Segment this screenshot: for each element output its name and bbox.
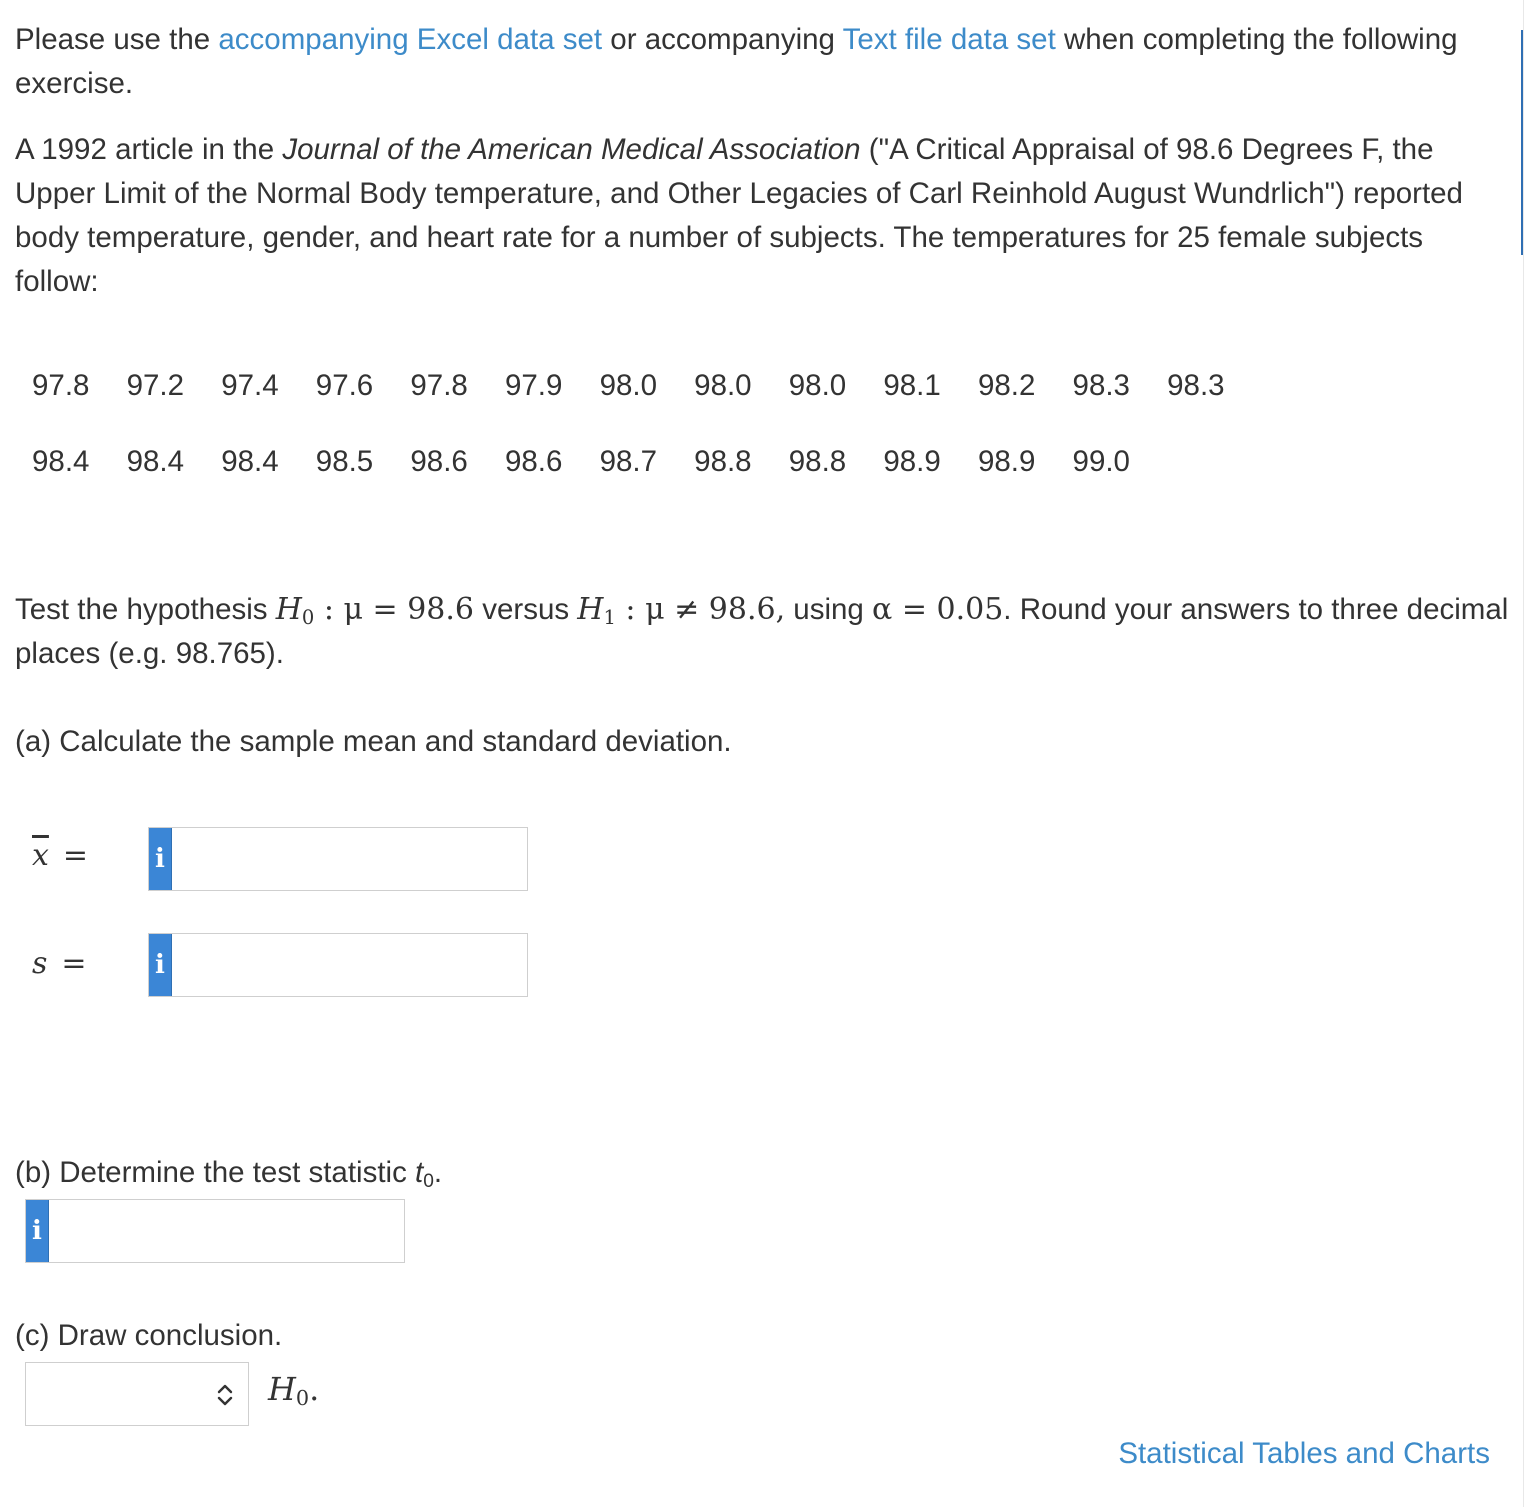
- temperature-value: 98.8: [694, 445, 752, 478]
- h0-rest: : μ = 98.6: [314, 592, 475, 627]
- conclusion-h0-label: [268, 1370, 320, 1411]
- temperature-value: 98.3: [1072, 369, 1130, 402]
- temperature-value: 97.2: [126, 369, 185, 402]
- hypothesis-suffix: . Round your answers to three decimal places (e.g. 98.765).: [15, 593, 1509, 670]
- text-file-data-link[interactable]: Text file data set: [842, 23, 1056, 56]
- intro-middle: or accompanying: [602, 23, 843, 56]
- temperature-value: 97.9: [504, 369, 563, 402]
- hypothesis-paragraph: [15, 588, 1510, 676]
- part-b-prefix: (b) Determine the test statistic: [15, 1156, 416, 1189]
- hypothesis-prefix: Test the hypothesis: [15, 593, 276, 626]
- temperature-value: 98.9: [977, 445, 1036, 478]
- part-a-heading: (a) Calculate the sample mean and standard deviation.: [15, 725, 732, 758]
- xbar-input[interactable]: [172, 828, 527, 890]
- conclusion-select[interactable]: [25, 1362, 249, 1426]
- temperature-value: 99.0: [1072, 445, 1130, 478]
- info-icon[interactable]: i: [149, 828, 172, 890]
- statistical-tables-link[interactable]: Statistical Tables and Charts: [1118, 1437, 1490, 1470]
- info-icon[interactable]: i: [26, 1200, 49, 1262]
- temperature-value: 97.6: [315, 369, 374, 402]
- xbar-label: [32, 838, 88, 873]
- temperature-row-2: [32, 442, 1167, 482]
- xbar-answer-group: [148, 827, 528, 891]
- xbar-equals: =: [62, 838, 89, 873]
- part-b-heading: [15, 1153, 442, 1193]
- panel-edge: [1523, 0, 1524, 1507]
- s-label: [32, 946, 87, 981]
- article-paragraph: [15, 128, 1510, 304]
- temperature-value: 98.0: [599, 369, 657, 402]
- h1-subscript: 1: [603, 605, 616, 629]
- temperature-row-1: [32, 366, 1262, 406]
- s-equals: =: [61, 946, 87, 981]
- intro-prefix: Please use the: [15, 23, 219, 56]
- temperature-value: 97.8: [32, 369, 90, 402]
- h1-letter: H: [577, 592, 604, 627]
- temperature-value: 98.4: [221, 445, 279, 478]
- h0-letter: H: [275, 592, 302, 627]
- journal-title: Journal of the American Medical Association: [282, 133, 861, 166]
- t0-answer-group: [25, 1199, 405, 1263]
- conclusion-h-subscript: 0: [295, 1386, 310, 1411]
- chevron-updown-icon: [214, 1378, 236, 1412]
- info-icon[interactable]: i: [149, 934, 172, 996]
- s-symbol: s: [32, 946, 48, 981]
- conclusion-h-letter: H: [268, 1370, 296, 1408]
- article-prefix: A 1992 article in the: [15, 133, 283, 166]
- temperature-value: 98.2: [977, 369, 1036, 402]
- temperature-value: 98.6: [410, 445, 468, 478]
- t-subscript: 0: [423, 1170, 434, 1192]
- h1-expression: [577, 592, 785, 627]
- temperature-value: 97.4: [221, 369, 279, 402]
- temperature-value: 98.0: [788, 369, 847, 402]
- t-letter: t: [415, 1156, 424, 1189]
- temperature-value: 98.3: [1167, 369, 1225, 402]
- versus-text: versus: [474, 593, 578, 626]
- temperature-value: 98.9: [883, 445, 941, 478]
- conclusion-h-suffix: .: [309, 1370, 320, 1408]
- t0-input[interactable]: [49, 1200, 404, 1262]
- h0-subscript: 0: [301, 605, 315, 629]
- s-input[interactable]: [172, 934, 527, 996]
- part-c-heading: (c) Draw conclusion.: [15, 1319, 283, 1352]
- h1-rest: : μ ≠ 98.6,: [615, 592, 786, 627]
- temperature-value: 98.4: [126, 445, 185, 478]
- h0-expression: [276, 592, 474, 627]
- temperature-value: 98.6: [504, 445, 563, 478]
- xbar-symbol: $\overline{x}$: [32, 838, 49, 873]
- temperature-value: 98.8: [788, 445, 847, 478]
- s-answer-group: [148, 933, 528, 997]
- intro-suffix: when completing the following exercise.: [15, 23, 1458, 100]
- intro-paragraph: [15, 18, 1505, 106]
- excel-data-link[interactable]: accompanying Excel data set: [218, 23, 603, 56]
- temperature-value: 98.0: [694, 369, 752, 402]
- using-text: using: [785, 593, 873, 626]
- alpha-expression: α = 0.05: [872, 592, 1004, 627]
- article-suffix: ("A Critical Appraisal of 98.6 Degrees F, the Upper Limit of the Normal Body temperature, and Other Legacies of Carl Reinhold August Wundrlich") reported body temperature, gender, and heart rate for a number of subjects. The temperatures for 25 female subjects follow:: [15, 133, 1463, 298]
- temperature-value: 97.8: [410, 369, 468, 402]
- temperature-value: 98.1: [883, 369, 941, 402]
- part-b-suffix: .: [433, 1156, 443, 1189]
- temperature-value: 98.5: [315, 445, 374, 478]
- temperature-value: 98.7: [599, 445, 657, 478]
- temperature-value: 98.4: [32, 445, 90, 478]
